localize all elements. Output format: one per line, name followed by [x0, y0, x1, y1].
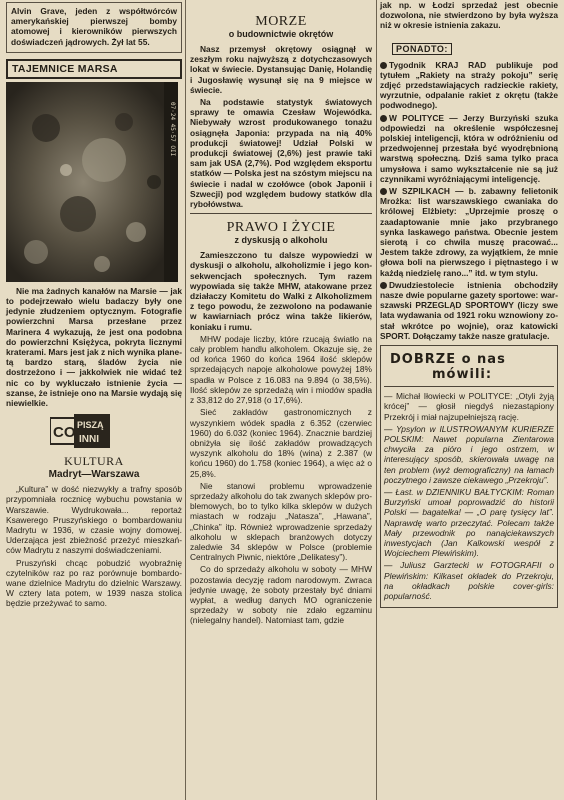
morze-subheading: o budownictwie okrętów [228, 29, 334, 39]
continued-text: jak np. w Łodzi sprzedaż jest obecnie dozwolona, nie stwierdzono by była wyższa niż w okresie istnienia zakazu. [380, 0, 558, 31]
ponadto-label: PONADTO: [392, 43, 452, 55]
kultura-heading: KULTURA [64, 454, 124, 469]
obituary-box [6, 2, 182, 53]
ponadto-item-text: W POLITYCE — Jerzy Burzyński szuka odpowiedzi na określenie współczesnej polskiej inteligencji, która w odróżnieniu od przedwojennej przestała być wyodrębnioną warstwą społeczną. Dziś sama tylko praca umysłowa i samo wykształcenie nie są już czynnikami wyróżniającymi inteligencję. [380, 112, 558, 184]
mars-photo [6, 82, 178, 282]
ponadto-item [380, 113, 558, 184]
section-rule [190, 213, 372, 214]
morze-heading: MORZE [255, 14, 307, 29]
dobrze-heading-line2: mówili: [432, 367, 493, 383]
prawo-paragraph: MHW podaje liczby, które rzucają światło na cały problem handlu alkoholem. Okazuje się, że od końca 1960 do końca 1964 ilość sklepów sprzedających napoje alkoholowe powyżej 18% spadła w Polsce z 16.083 na 9.894 (o 38,5%). Ilość sklepów ze sprzedażą win i miodów spadła z 33,812 do 27,918 (o 17,6%). [190, 333, 372, 406]
ponadto-item [380, 280, 558, 341]
bullet-icon [380, 282, 387, 289]
bullet-icon [380, 188, 387, 195]
ponadto-item [380, 186, 558, 278]
bullet-icon [380, 62, 387, 69]
morze-paragraph: Nasz przemysł okrętowy osiągnął w zeszłym roku najwyższą z dotychczasowych lokat w świecie. Dystansując Danię, Holandię i Jugosławię wysunął się na 9 miejsce w świecie. [190, 44, 372, 95]
prawo-paragraph: Zamieszczono tu dalsze wypowiedzi w dyskusji o alkoholu, alkoholizmie i jego konsekwencjach społecznych. Tym razem wypowiada się także MHW, atakowane przez działaczy Komitetu do Walki z Alkoholizmem z tego powodu, że zezwolono na podawanie w kawiarniach prócz wina także likierów, koniaku i rumu. [190, 250, 372, 332]
ponadto-item-text: Dwudziestolecie istnienia obchodziły nasze dwie popularne gazety sportowe: warszawski PRZEGLĄD SPORTOWY (liczy swe lata wydawania od 1921 roku wznowiony został wkrótce po wojnie), oraz katowicki SPORT. Dołączamy także nasze gratulacje. [380, 279, 558, 341]
dobrze-heading-line1: DOBRZE o nas [390, 352, 506, 368]
prawo-heading: PRAWO I ŻYCIE [226, 220, 336, 236]
dobrze-o-nas-box [380, 345, 558, 608]
ponadto-item-text: Tygodnik KRAJ RAD publikuje pod tytułem „Rakiety na straży pokoju” serię zdjęć przedstawiających radzieckie rakiety, wyrzutnie, odpalanie rakiet z okrętu (także podwodnego). [380, 59, 558, 111]
morze-paragraph: Na podstawie statystyk światowych sprawy te omawia Czesław Wojewódka. Niebywały wzrost produkowanego tonażu osiągnęła Japonia: przypada na nią 40% produkcji światowej! Udział Polski w produkcji światowej (2,6%) jest prawie taki sam jak USA (2,7%). Pod względem eksportu statków — Polska jest na szóstym miejscu na świecie i nadal w czołówce (obok Japonii i Szwecji) pod względem budowy statków dla rybołówstwa. [190, 97, 372, 210]
obituary-text: Alvin Grave, jeden z współtwórców amerykańskiej pierwszej bomby atomowej i kierowników pierwszych doświadczeń jądrowych. Żył lat 55. [11, 6, 177, 47]
column-left [6, 0, 182, 611]
ponadto-item [380, 60, 558, 111]
kultura-paragraph: „Kultura” w dość niezwykły a trafny sposób przypomniała rocznicę wybuchu powstania w Warszawie. Wydrukowała... reportaż Ksawerego Pruszyńskiego o bombardowaniu Madrytu w 1936, w czasie wojny domowej. Uderzająca jest zbieżność przeżyć mieszkańców Madrytu z naszymi doświadczeniami. [6, 484, 182, 556]
co-pisza-inni-logo [50, 414, 112, 450]
ponadto-item-text: W SZPILKACH — b. zabawny felietonik Mrożka: list warszawskiego cwaniaka do królowej Elżbiety: „Uprzejmie proszę o zaadaptowanie mnie jako przybranego synka laskawego państwa. Obecnie jestem sierotą i co chwila muszę pracować... Jestem także zdrowy, za wyjątkiem, że mnie głowa boli na pierwszego i piętnastego i w każdą niedzielę rano...” itd. w tym stylu. [380, 186, 558, 278]
mars-article: Nie ma żadnych kanałów na Marsie — jak to podejrzewało wielu badaczy były one jedynie złudzeniem optycznym. Fotografie powierzchni Marsa przesłane przez Marinera 4 wykazują, że jest ona podobna do powierzchni Księżyca, pokryta licznymi kraterami. Mars jest jak z nich wynika planetą bardzo starą, śladów życia nie dostrzeżono i — jakkolwiek nie widać też nic co by wykluczało istnienie życia — szanse, że istnieje ono na Marsie wydają się niewielkie. [6, 285, 182, 409]
logo-pisza: PISZĄ [77, 420, 104, 431]
column-middle [190, 0, 372, 628]
svg-text:07·24 45·57 OII: 07·24 45·57 OII [169, 101, 176, 156]
dobrze-quote: — Juliusz Garztecki w FOTOGRAFII o Plewińskim: Kilkaset okładek do Przekroju, na okładkach polskie cover-girls: popularność. [384, 560, 554, 601]
kultura-subheading: Madryt—Warszawa [48, 469, 140, 481]
prawo-subheading: z dyskusją o alkoholu [234, 235, 328, 246]
bullet-icon [380, 115, 387, 122]
column-right [380, 0, 558, 608]
dobrze-quote: — Łast. w DZIENNIKU BAŁTYCKIM: Roman Burzyński umoał poprowadzić do historii Polski — bagatelka! — „O parę tysięcy lat”. Naprawdę warto przeczytać. Polecam także Mały przewodnik po nanajciekawszych inwestycjach (Jan Kalkowski wespół z Wojciechem Plewińskim). [384, 486, 554, 559]
logo-inni: INNI [79, 434, 99, 446]
prawo-paragraph: Sieć zakładów gastronomicznych z wyszynkiem wódek spadła z 6.352 (czerwiec 1960) do 6.032 (koniec 1964). Znacznie bardziej obniżyła się ilość zakładów prowadzących wyszynk alkoholu do 18% (wina) z 2.387 (w końcu 1960) do 1.758 (koniec 1964), a więc aż o 25,8%. [190, 407, 372, 479]
mars-heading: TAJEMNICE MARSA [6, 59, 182, 79]
dobrze-quote: — Ypsylon w ILUSTROWANYM KURIERZE POLSKIM: Nawet popularna Zientarowa chwyciła za pióro i jego ostrzem, w interesujący sposób, skierowała uwagę na ten problem (wyż demograficzny) na łamach poczytnego i zawsze ciekawego „Przekroju”. [384, 423, 554, 485]
kultura-paragraph: Pruszyński chcąc pobudzić wyobraźnię czytelników raz po raz porównuje bombardowane dzielnice Madrytu do dzielnic Warszawy. W cztery lata potem, w 1939 nasza stolica będzie przeżywać to samo. [6, 557, 182, 609]
column-rule [376, 0, 377, 800]
column-rule [185, 0, 186, 800]
prawo-paragraph: Nie stanowi problemu wprowadzenie sprzedaży alkoholu do tak zwanych sklepów problemowych, bo to tylko kilka sklepów w dużych miastach w rodzaju „Natasza”, „Hawana”, „Chinka” itp. Również wprowadzenie sprzedaży alkoholu w sklepach branżowych dotyczy zaledwie 34 sklepów w Polsce (problemie Centralnych Piwnic, niektóre „Delikatesy”). [190, 480, 372, 563]
mars-surface-image [6, 82, 178, 282]
dobrze-quote: — Michał Iłowiecki w POLITYCE: „Otyli żyją krócej” — głosił niegdyś niezastąpiony Przekrój i miał najzupełniejszą rację. [384, 391, 554, 422]
logo-co: CO [53, 424, 76, 442]
prawo-paragraph: Co do sprzedaży alkoholu w soboty — MHW pozostawia decyzję radom narodowym. Zwraca jedynie uwagę, że soboty przestały być dniami wypłat, a według danych MO ograniczenie sprzedaży w soboty nie zdało egzaminu (nielegalny handel). Natomiast tam, gdzie [190, 564, 372, 626]
